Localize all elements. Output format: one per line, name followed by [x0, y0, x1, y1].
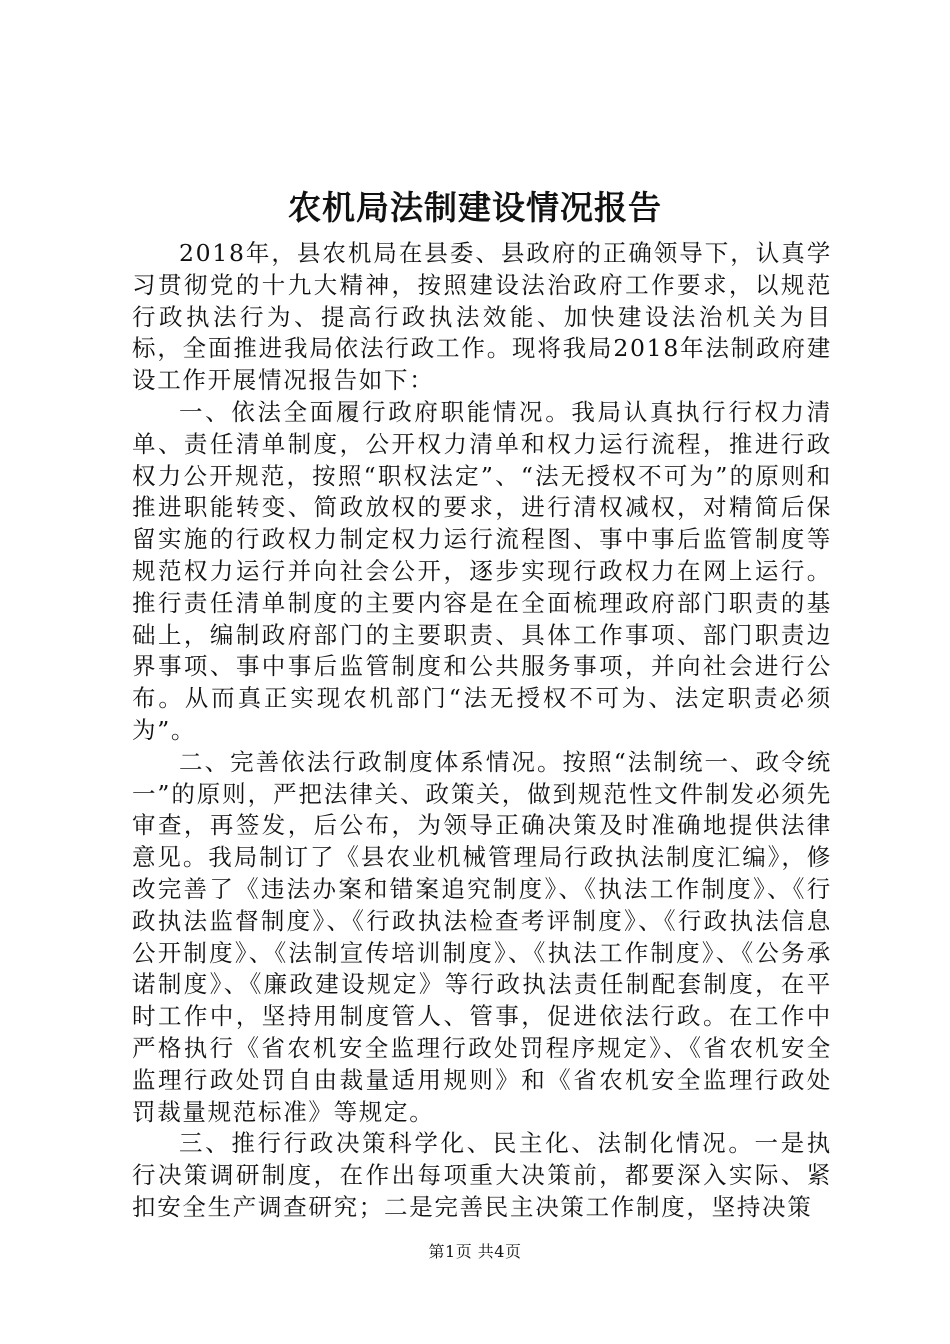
paragraph-intro: 2018年，县农机局在县委、县政府的正确领导下，认真学习贯彻党的十九大精神，按照建设法治政府工作要求，以规范行政执法行为、提高行政执法效能、加快建设法治机关为目标，全面推进我局依法行政工作。现将我局2018年法制政府建设工作开展情况报告如下：	[132, 239, 832, 395]
page-footer: 第1页 共4页	[428, 1242, 522, 1261]
document-body	[132, 238, 832, 1224]
paragraph-section-3: 三、推行行政决策科学化、民主化、法制化情况。一是执行决策调研制度，在作出每项重大决策前，都要深入实际、紧扣安全生产调查研究；二是完善民主决策工作制度，坚持决策	[132, 1129, 832, 1221]
paragraph-section-1: 一、依法全面履行政府职能情况。我局认真执行行权力清单、责任清单制度，公开权力清单和权力运行流程，推进行政权力公开规范，按照“职权法定”、“法无授权不可为”的原则和推进职能转变、简政放权的要求，进行清权减权，对精简后保留实施的行政权力制定权力运行流程图、事中事后监管制度等规范权力运行并向社会公开，逐步实现行政权力在网上运行。推行责任清单制度的主要内容是在全面梳理政府部门职责的基础上，编制政府部门的主要职责、具体工作事项、部门职责边界事项、事中事后监管制度和公共服务事项，并向社会进行公布。从而真正实现农机部门“法无授权不可为、法定职责必须为”。	[132, 397, 832, 744]
document-title: 农机局法制建设情况报告	[288, 188, 662, 227]
paragraph-section-2: 二、完善依法行政制度体系情况。按照“法制统一、政令统一”的原则，严把法律关、政策关，做到规范性文件制发必须先审查，再签发，后公布，为领导正确决策及时准确地提供法律意见。我局制订了《县农业机械管理局行政执法制度汇编》，修改完善了《违法办案和错案追究制度》、《执法工作制度》、《行政执法监督制度》、《行政执法检查考评制度》、《行政执法信息公开制度》、《法制宣传培训制度》、《执法工作制度》、《公务承诺制度》、《廉政建设规定》等行政执法责任制配套制度，在平时工作中，坚持用制度管人、管事，促进依法行政。在工作中严格执行《省农机安全监理行政处罚程序规定》、《省农机安全监理行政处罚自由裁量适用规则》和《省农机安全监理行政处罚裁量规范标准》等规定。	[132, 747, 832, 1126]
